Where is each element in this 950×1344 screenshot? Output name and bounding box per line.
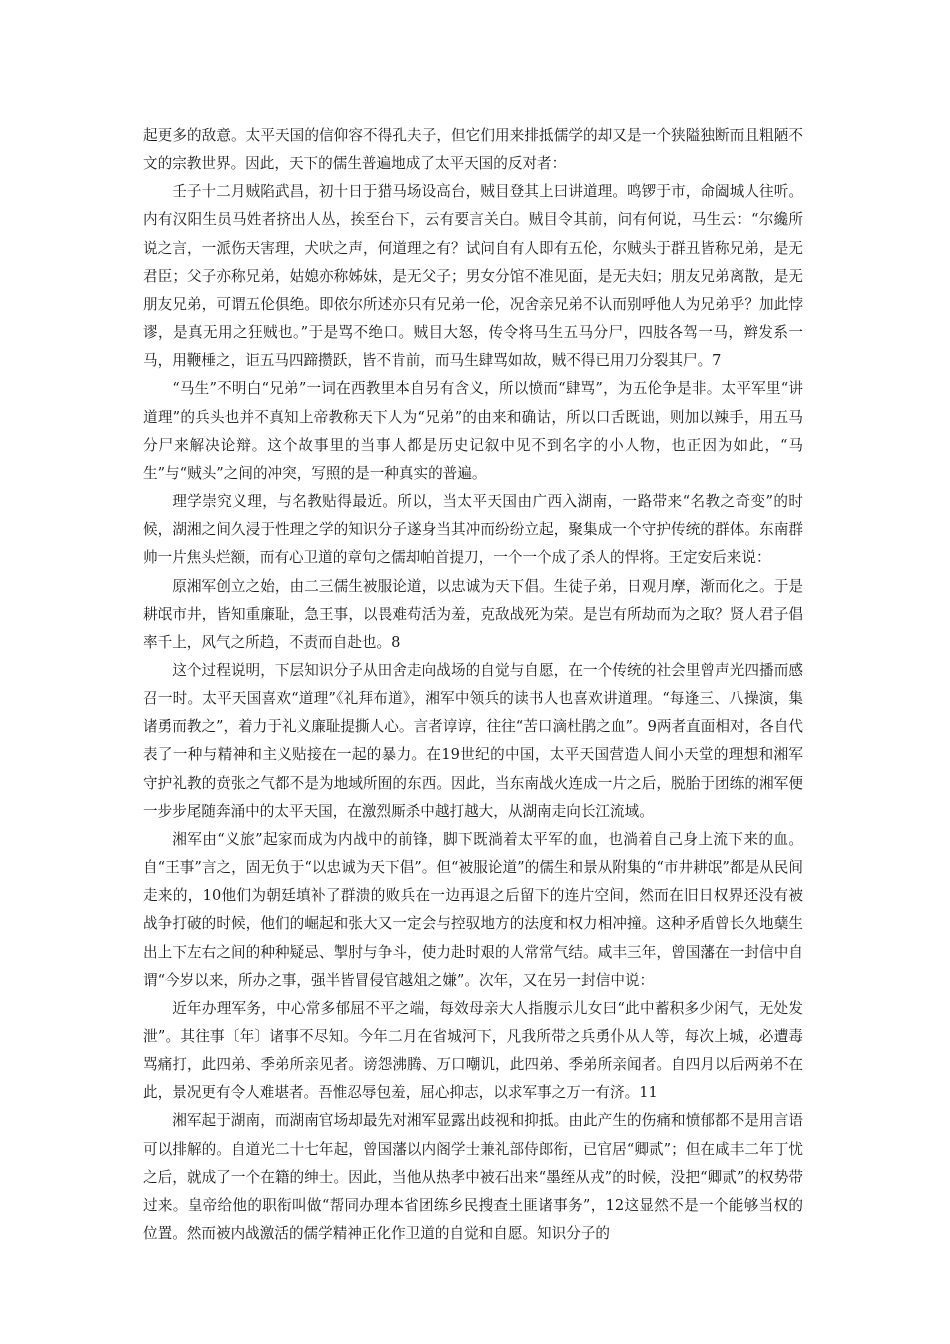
quote-wang-dingan: 原湘军创立之始，由二三儒生被服论道，以忠诚为天下倡。生徒子弟，日观月摩，渐而化之。于是耕氓市井，皆知重廉耻，急王事，以畏难苟活为羞，克敌战死为荣。是岂有所劫而为之取？贤人君子倡率千上，风气之所趋，不责而自赴也。8 <box>143 577 803 651</box>
paragraph-continuation: 起更多的敌意。太平天国的信仰容不得孔夫子，但它们用来排抵儒学的却又是一个狭隘独断而且粗陋不文的宗教世界。因此，天下的儒生普遍地成了太平天国的反对者： <box>143 127 803 173</box>
quote-wuchang-ma-sheng: 壬子十二月贼陷武昌，初十日于猎马场设高台，贼目登其上曰讲道理。鸣锣于市，命阖城人往听。内有汉阳生员马姓者挤出人丛，挨至台下，云有要言关白。贼目令其前，问有何说，马生云：“尔纔所说之言，一派伤天害理，犬吠之声，何道理之有？试问自有人即有五伦，尔贼头于群丑皆称兄弟，是无君臣；父子亦称兄弟，姑媳亦称姊妹，是无父子；男女分馆不准见面，是无夫妇；朋友兄弟离散，是无朋友兄弟，可谓五伦俱绝。即依尔所述亦只有兄弟一伦，况舍亲兄弟不认而别呼他人为兄弟乎？加此悖谬，是真无用之狂贼也。”于是骂不绝口。贼目大怒，传令将马生五马分尸，四肢各驾一马，辫发系一马，用鞭棰之，讵五马四蹄攒跃，皆不肯前，而马生肆骂如故，贼不得已用刀分裂其尸。7 <box>143 183 803 370</box>
document-page <box>143 122 803 1248</box>
paragraph-process-explanation: 这个过程说明，下层知识分子从田舍走向战场的自觉与自愿，在一个传统的社会里曾声光四播而感召一时。太平天国喜欢“道理”《礼拜布道》，湘军中领兵的读书人也喜欢讲道理。“每逢三、八操演，集诸勇而教之”，着力于礼义廉耻提撕人心。言者谆谆，往往“苦口滴杜鹃之血”。9两者直面相对，各自代表了一种与精神和主义贴接在一起的暴力。在19世纪的中国，太平天国营造人间小天堂的理想和湘军守护礼教的贲张之气都不是为地域所囿的东西。因此，当东南战火连成一片之后，脱胎于团练的湘军便一步步尾随奔涌中的太平天国，在激烈厮杀中越打越大，从湖南走向长江流域。 <box>143 661 803 820</box>
paragraph-lixue-mingjiao: 理学崇究义理，与名教贴得最近。所以，当太平天国由广西入湖南，一路带来“名教之奇变”的时候，湖湘之间久浸于性理之学的知识分子遂身当其冲而纷纷立起，聚集成一个守护传统的群体。东南群帅一片焦头烂额，而有心卫道的章句之儒却帕首提刀，一个一个成了杀人的悍将。王定安后来说： <box>143 493 803 567</box>
paragraph-xiangjun-hunan: 湘军起于湖南，而湖南官场却最先对湘军显露出歧视和抑抵。由此产生的伤痛和愤郁都不是用言语可以排解的。自道光二十七年起，曾国藩以内阁学士兼礼部侍郎衔，已官居“卿贰”；但在咸丰二年丁忧之后，就成了一个在籍的绅士。因此，当他从热孝中被石出来“墨绖从戎”的时候，没把“卿贰”的权势带过来。皇帝给他的职衔叫做“帮同办理本省团练乡民搜查土匪诸事务”，12这显然不是一个能够当权的位置。然而被内战激活的儒学精神正化作卫道的自觉和自愿。知识分子的 <box>143 1112 803 1243</box>
paragraph-ma-sheng-analysis: “马生”不明白“兄弟”一词在西教里本自另有含义，所以愤而“肆骂”，为五伦争是非。太平军里“讲道理”的兵头也并不真知上帝教称天下人为“兄弟”的由来和确诂，所以口舌既诎，则加以辣手，用五马分尸来解决论辩。这个故事里的当事人都是历史记叙中见不到名字的小人物，也正因为如此，“马生”与“贼头”之间的冲突，写照的是一种真实的普遍。 <box>143 380 803 482</box>
quote-zeng-guofan-letter: 近年办理军务，中心常多郁屈不平之端，每效母亲大人指腹示儿女曰“此中蓄积多少闲气，无处发泄”。其往事〔年〕诸事不尽知。今年二月在省城河下，凡我所带之兵勇仆从人等，每次上城，必遭毒骂痛打，此四弟、季弟所亲见者。谤怨沸腾、万口嘲讥，此四弟、季弟所亲闻者。自四月以后两弟不在此，景况更有令人难堪者。吾惟忍辱包羞，屈心抑志，以求军事之万一有济。11 <box>143 999 803 1102</box>
paragraph-xiangjun-yilv: 湘军由“义旅”起家而成为内战中的前锋，脚下既淌着太平军的血，也淌着自己身上流下来的血。自“王事”言之，固无负于“以忠诚为天下倡”。但“被服论道”的儒生和景从附集的“市井耕氓”都是从民间走来的，10他们为朝廷填补了群溃的败兵在一边再退之后留下的连片空间，然而在旧日权界还没有被战争打破的时候，他们的崛起和张大又一定会与控驭地方的法度和权力相冲撞。这种矛盾曾长久地蘖生出上下左右之间的种种疑忌、掣肘与争斗，使力赴时艰的人常常气结。咸丰三年，曾国藩在一封信中自谓“今岁以来，所办之事，强半皆冒侵官越俎之嫌”。次年，又在另一封信中说： <box>143 830 803 989</box>
